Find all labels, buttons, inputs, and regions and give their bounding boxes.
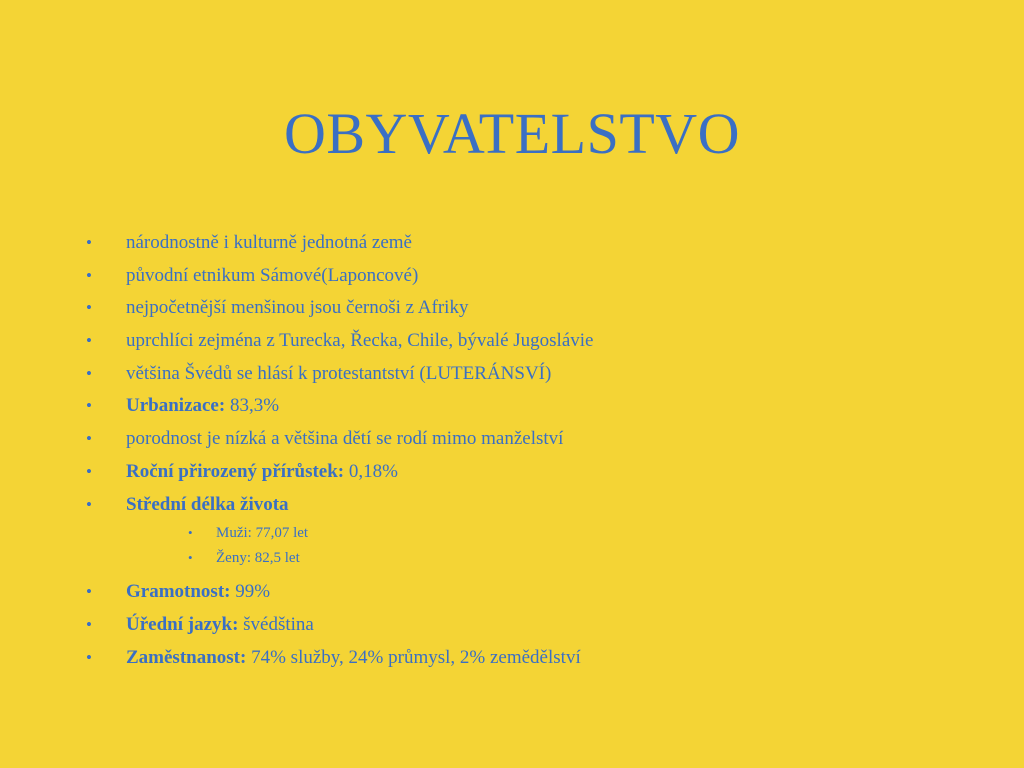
item-label: Gramotnost:	[126, 581, 231, 603]
sub-list-item	[86, 521, 986, 546]
item-text: 74% služby, 24% průmysl, 2% zemědělství	[246, 646, 581, 668]
item-label: Urbanizace:	[126, 395, 226, 417]
list-item	[86, 358, 986, 391]
item-text: 99%	[230, 581, 271, 603]
item-text: nejpočetnější menšinou jsou černoši z Afriky	[126, 297, 469, 319]
item-text: uprchlíci zejména z Turecka, Řecka, Chile, bývalé Jugoslávie	[126, 330, 594, 352]
sub-item-text: Muži: 77,07 let	[216, 525, 309, 542]
list-item	[86, 260, 986, 293]
list-item-life-expectancy	[86, 489, 986, 522]
list-item-urbanization	[86, 390, 986, 423]
item-label: Úřední jazyk:	[126, 613, 239, 635]
list-item-literacy	[86, 576, 986, 609]
list-item	[86, 292, 986, 325]
item-text: porodnost je nízká a většina dětí se rodí mimo manželství	[126, 428, 564, 450]
item-label: Roční přirozený přírůstek:	[126, 460, 345, 482]
sub-list-item	[86, 546, 986, 571]
list-item-employment	[86, 642, 986, 675]
list-item	[86, 325, 986, 358]
bullet-marker: •	[86, 331, 92, 351]
bullet-list	[86, 227, 986, 674]
item-label: Střední délka života	[126, 493, 289, 515]
bullet-marker: •	[188, 525, 193, 541]
bullet-marker: •	[86, 429, 92, 449]
bullet-marker: •	[86, 396, 92, 416]
bullet-marker: •	[86, 494, 92, 514]
list-item	[86, 227, 986, 260]
item-label: Zaměstnanost:	[126, 646, 247, 668]
list-item	[86, 423, 986, 456]
list-item-natural-increase	[86, 456, 986, 489]
sub-item-text: Ženy: 82,5 let	[216, 549, 300, 566]
bullet-marker: •	[86, 233, 92, 252]
bullet-marker: •	[86, 614, 92, 634]
slide-title: OBYVATELSTVO	[283, 101, 741, 166]
item-text: 83,3%	[225, 395, 280, 417]
bullet-marker: •	[86, 265, 92, 285]
bullet-marker: •	[188, 549, 193, 565]
list-item-language	[86, 609, 986, 642]
item-text: národnostně i kulturně jednotná země	[126, 232, 412, 253]
item-text: většina Švédů se hlásí k protestantství (LUTERÁNSVÍ)	[126, 362, 552, 384]
bullet-marker: •	[86, 582, 92, 602]
item-text: švédština	[238, 613, 314, 635]
item-text: původní etnikum Sámové(Laponcové)	[126, 264, 419, 286]
item-text: 0,18%	[344, 460, 398, 482]
bullet-marker: •	[86, 298, 92, 318]
bullet-marker: •	[86, 461, 92, 481]
bullet-marker: •	[86, 647, 92, 667]
bullet-marker: •	[86, 363, 92, 383]
